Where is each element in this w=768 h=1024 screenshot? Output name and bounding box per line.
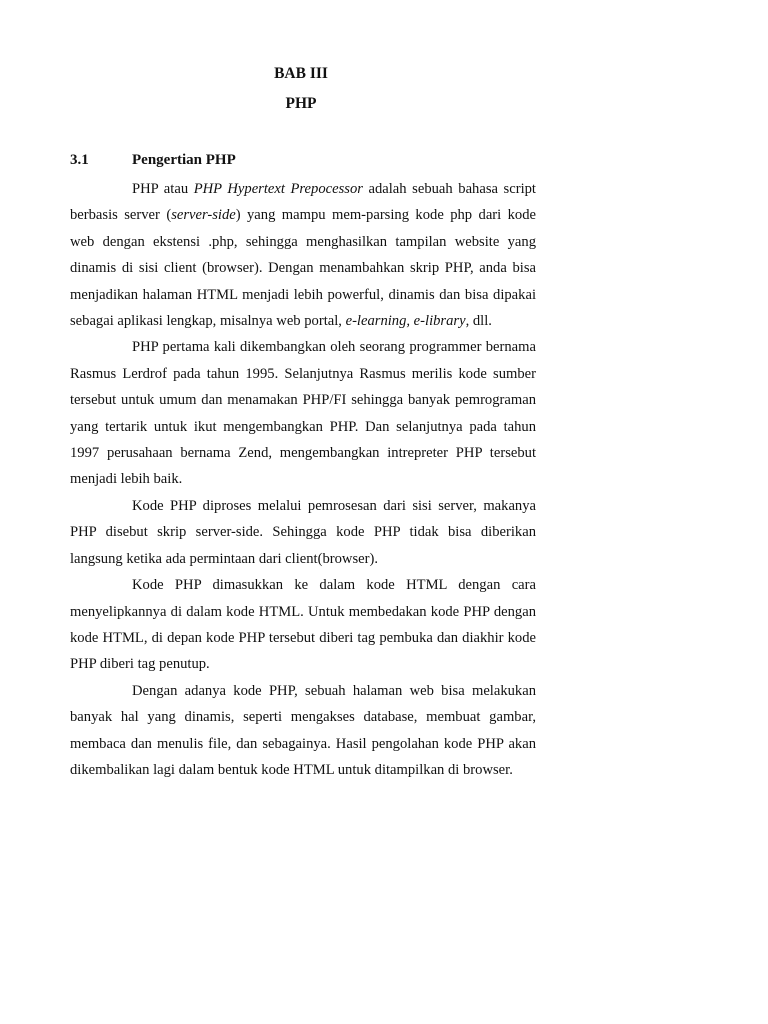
- italic-text-run: PHP Hypertext Prepocessor: [193, 181, 363, 197]
- text-run: PHP atau: [132, 181, 194, 197]
- chapter-number: BAB III: [274, 65, 328, 82]
- text-run: , dll.: [465, 313, 492, 330]
- paragraph-2: [70, 334, 536, 492]
- paragraph-3: [70, 493, 536, 572]
- chapter-title: PHP: [285, 95, 317, 112]
- section-title: Pengertian PHP: [132, 152, 236, 168]
- paragraph-1: [70, 176, 536, 334]
- section-number: 3.1: [70, 152, 89, 168]
- italic-text-run: e-learning, e-library: [345, 313, 466, 330]
- paragraph-5: [70, 678, 536, 784]
- text-run: Dengan adanya kode PHP, sebuah halaman web bisa melakukan banyak hal yang dinamis, seperti mengakses database, membuat gambar, membaca dan menulis file, dan sebagainya. Hasil pengolahan kode PHP akan dikembalikan lagi dalam bentuk kode HTML untuk ditampilkan di browser.: [70, 682, 536, 778]
- text-run: adalah sebuah bahasa script berbasis server (: [70, 181, 536, 224]
- italic-text-run: server-side: [171, 207, 236, 224]
- text-run: PHP pertama kali dikembangkan oleh seorang programmer bernama Rasmus Lerdrof pada tahun 1995. Selanjutnya Rasmus merilis kode sumber tersebut untuk umum dan menamakan PHP/FI sehingga banyak pemrograman yang tertarik untuk ikut mengembangkan PHP. Dan selanjutnya pada tahun 1997 perusahaan bernama Zend, mengembangkan intrepreter PHP tersebut menjadi lebih baik.: [70, 339, 536, 488]
- text-run: Kode PHP diproses melalui pemrosesan dari sisi server, makanya PHP disebut skrip server-side. Sehingga kode PHP tidak bisa diberikan langsung ketika ada permintaan dari client(browser).: [70, 497, 536, 567]
- section-body: [70, 176, 536, 783]
- text-run: ) yang mampu mem-parsing kode php dari kode web dengan ekstensi .php, sehingga menghasilkan tampilan website yang dinamis di sisi client (browser). Dengan menambahkan skrip PHP, anda bisa menjadikan halaman HTML menjadi lebih powerful, dinamis dan bisa dipakai sebagai aplikasi lengkap, misalnya web portal,: [70, 207, 537, 330]
- paragraph-4: [70, 572, 536, 678]
- text-run: Kode PHP dimasukkan ke dalam kode HTML dengan cara menyelipkannya di dalam kode HTML. Untuk membedakan kode PHP dengan kode HTML, di depan kode PHP tersebut diberi tag pembuka dan diakhir kode PHP diberi tag penutup.: [70, 577, 536, 673]
